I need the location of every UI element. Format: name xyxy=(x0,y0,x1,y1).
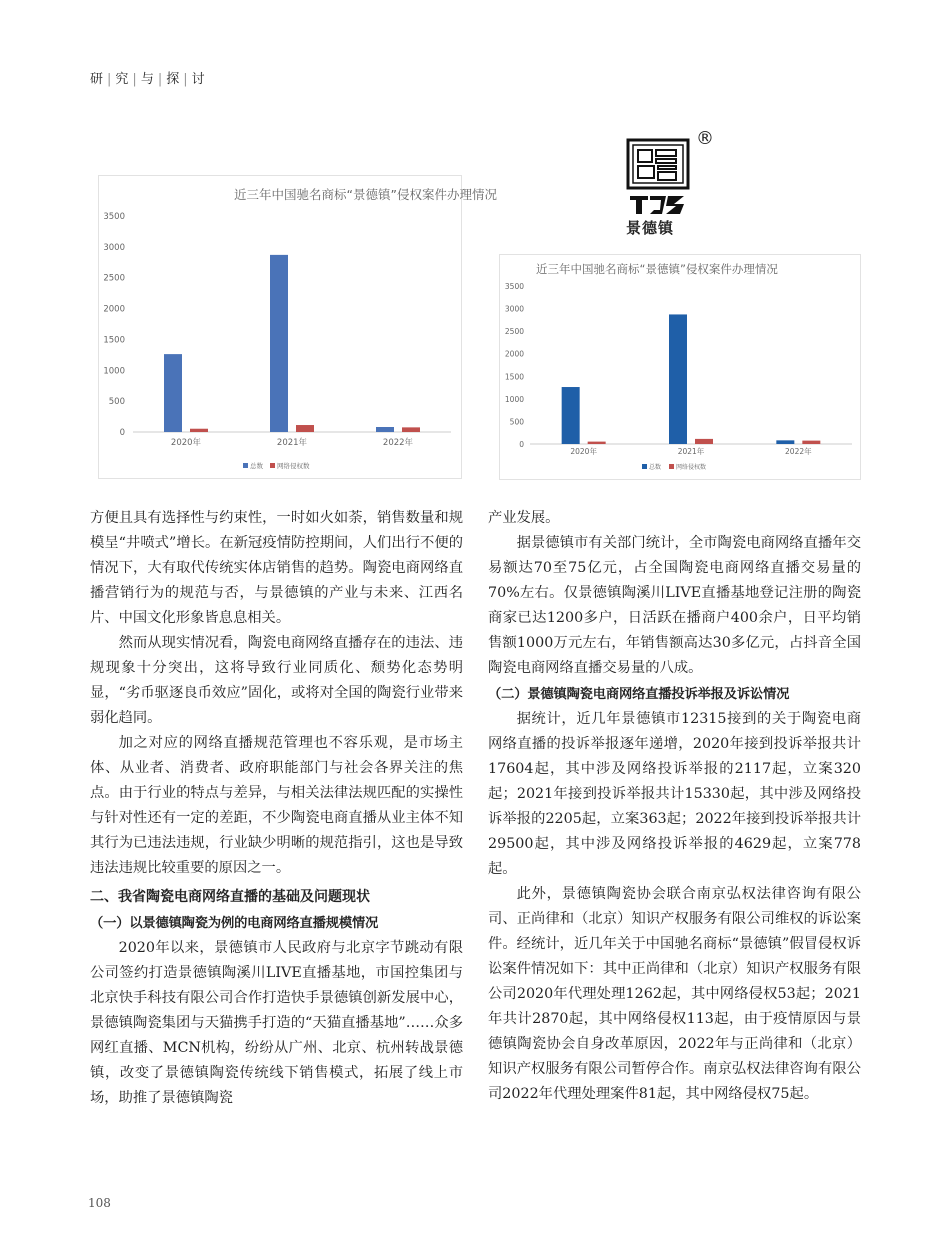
bar-total-1 xyxy=(669,314,687,444)
paragraph: 2020年以来，景德镇市人民政府与北京字节跳动有限公司签约打造景德镇陶溪川LIVE直播基地，市国控集团与北京快手科技有限公司合作打造快手景德镇创新发展中心，景德镇陶瓷集团与天猫携手打造的“天猫直播基地”……众多网红直播、MCN机构，纷纷从广州、北京、杭州转战景德镇，改变了景德镇陶瓷传统线下销售模式，拓展了线上市场，助推了景德镇陶瓷 xyxy=(90,940,463,1106)
y-tick-label: 3000 xyxy=(504,304,524,314)
bar-total-1 xyxy=(270,255,288,432)
left-column xyxy=(90,506,463,1111)
chart-right-svg xyxy=(500,255,860,479)
x-tick-label: 2020年 xyxy=(170,438,202,448)
chart-left-svg xyxy=(99,176,497,478)
bar-total-2 xyxy=(376,427,394,432)
y-tick-label: 0 xyxy=(119,428,125,438)
bar-online-1 xyxy=(296,425,314,432)
y-tick-label: 2000 xyxy=(103,304,125,315)
header-part: 探 xyxy=(166,72,181,87)
y-tick-label: 2500 xyxy=(103,273,125,284)
chart-title: 近三年中国驰名商标“景德镇”侵权案件办理情况 xyxy=(536,262,778,276)
y-tick-label: 500 xyxy=(509,417,524,427)
bar-online-2 xyxy=(402,427,420,432)
paragraph: 加之对应的网络直播规范管理也不容乐观，是市场主体、从业者、消费者、政府职能部门与社会各界关注的焦点。由于行业的特点与差异，与相关法律法规匹配的实操性与针对性还有一定的差距，不少陶瓷电商直播从业主体不知其行为已违法违规，行业缺少明晰的规范指引，这也是导致违法违规比较重要的原因之一。 xyxy=(90,735,463,876)
legend-swatch xyxy=(270,463,275,468)
paragraph: 据统计，近几年景德镇市12315接到的关于陶瓷电商网络直播的投诉举报逐年递增，2020年接到投诉举报共计17604起，其中涉及网络投诉举报的2117起，立案320起；2021年接到投诉举报共计15330起，其中涉及网络投诉举报的2205起，立案363起；2022年接到投诉举报共计29500起，其中涉及网络投诉举报的4629起，立案778起。 xyxy=(488,711,861,877)
running-header: 研 | 究 | 与 | 探 | 讨 xyxy=(90,72,206,87)
x-tick-label: 2021年 xyxy=(677,447,705,456)
x-tick-label: 2022年 xyxy=(382,438,414,448)
page-number: 108 xyxy=(88,1196,111,1210)
bar-online-1 xyxy=(695,439,713,444)
chart-left xyxy=(98,175,497,479)
bar-total-2 xyxy=(776,440,794,444)
header-part: 究 xyxy=(115,72,130,87)
registered-mark: ® xyxy=(696,128,714,149)
paragraph: 然而从现实情况看，陶瓷电商网络直播存在的违法、违规现象十分突出，这将导致行业同质化、颓势化态势明显，“劣币驱逐良币效应”固化，或将对全国的陶瓷行业带来弱化趋同。 xyxy=(90,635,463,726)
chart-title: 近三年中国驰名商标“景德镇”侵权案件办理情况 xyxy=(234,187,497,202)
y-tick-label: 1000 xyxy=(103,366,125,377)
legend-swatch xyxy=(669,464,674,469)
bar-total-0 xyxy=(562,387,580,444)
legend-swatch xyxy=(243,463,248,468)
y-tick-label: 3500 xyxy=(103,212,125,222)
legend-swatch xyxy=(642,464,647,469)
paragraph: 方便且具有选择性与约束性，一时如火如荼，销售数量和规模呈“井喷式”增长。在新冠疫情防控期间，人们出行不便的情况下，大有取代传统实体店销售的趋势。陶瓷电商网络直播营销行为的规范与否，与景德镇的产业与未来、江西名片、中国文化形象皆息息相关。 xyxy=(90,510,463,626)
legend-label: 总数 xyxy=(250,462,263,470)
legend-label: 总数 xyxy=(649,464,662,471)
y-tick-label: 1500 xyxy=(504,372,524,382)
header-part: 研 xyxy=(90,72,105,87)
right-column xyxy=(488,506,861,1107)
y-tick-label: 3500 xyxy=(504,282,524,291)
section-heading: 二、我省陶瓷电商网络直播的基础及问题现状 xyxy=(90,889,370,905)
x-tick-label: 2021年 xyxy=(276,438,308,448)
y-tick-label: 1500 xyxy=(103,335,125,346)
legend-label: 网络侵权数 xyxy=(277,462,310,470)
legend-label: 网络侵权数 xyxy=(676,464,707,471)
x-tick-label: 2020年 xyxy=(570,447,597,456)
paragraph: 据景德镇市有关部门统计，全市陶瓷电商网络直播年交易额达70至75亿元，占全国陶瓷电商网络直播交易量的70%左右。仅景德镇陶溪川LIVE直播基地登记注册的陶瓷商家已达1200多户，日活跃在播商户400余户，日平均销售额1000万元左右，年销售额高达30多亿元，占抖音全国陶瓷电商网络直播交易量的八成。 xyxy=(488,535,861,676)
bar-total-0 xyxy=(164,354,182,432)
y-tick-label: 1000 xyxy=(504,394,524,404)
paragraph: 此外，景德镇陶瓷协会联合南京弘权法律咨询有限公司、正尚律和（北京）知识产权服务有限公司维权的诉讼案件。经统计，近几年关于中国驰名商标“景德镇”假冒侵权诉讼案件情况如下：其中正尚律和（北京）知识产权服务有限公司2020年代理处理1262起，其中网络侵权53起；2021年共计2870起，其中网络侵权113起，由于疫情原因与景德镇陶瓷协会自身改革原因，2022年与正尚律和（北京）知识产权服务有限公司暂停合作。南京弘权法律咨询有限公司2022年代理处理案件81起，其中网络侵权75起。 xyxy=(488,886,861,1102)
y-tick-label: 2000 xyxy=(504,349,524,359)
chart-right xyxy=(499,254,861,480)
subsection-heading: （二）景德镇陶瓷电商网络直播投诉举报及诉讼情况 xyxy=(488,687,790,702)
y-tick-label: 0 xyxy=(519,440,524,449)
y-tick-label: 3000 xyxy=(103,242,125,253)
header-part: 与 xyxy=(140,72,155,87)
header-part: 讨 xyxy=(191,72,206,87)
x-tick-label: 2022年 xyxy=(785,447,812,456)
bar-online-0 xyxy=(588,442,606,444)
y-tick-label: 500 xyxy=(108,397,125,408)
bar-online-2 xyxy=(802,441,820,444)
y-tick-label: 2500 xyxy=(504,327,524,337)
paragraph: 产业发展。 xyxy=(488,510,560,526)
logo-caption: 景德镇 xyxy=(626,219,675,237)
subsection-heading: （一）以景德镇陶瓷为例的电商网络直播规模情况 xyxy=(90,916,379,931)
bar-online-0 xyxy=(190,429,208,432)
